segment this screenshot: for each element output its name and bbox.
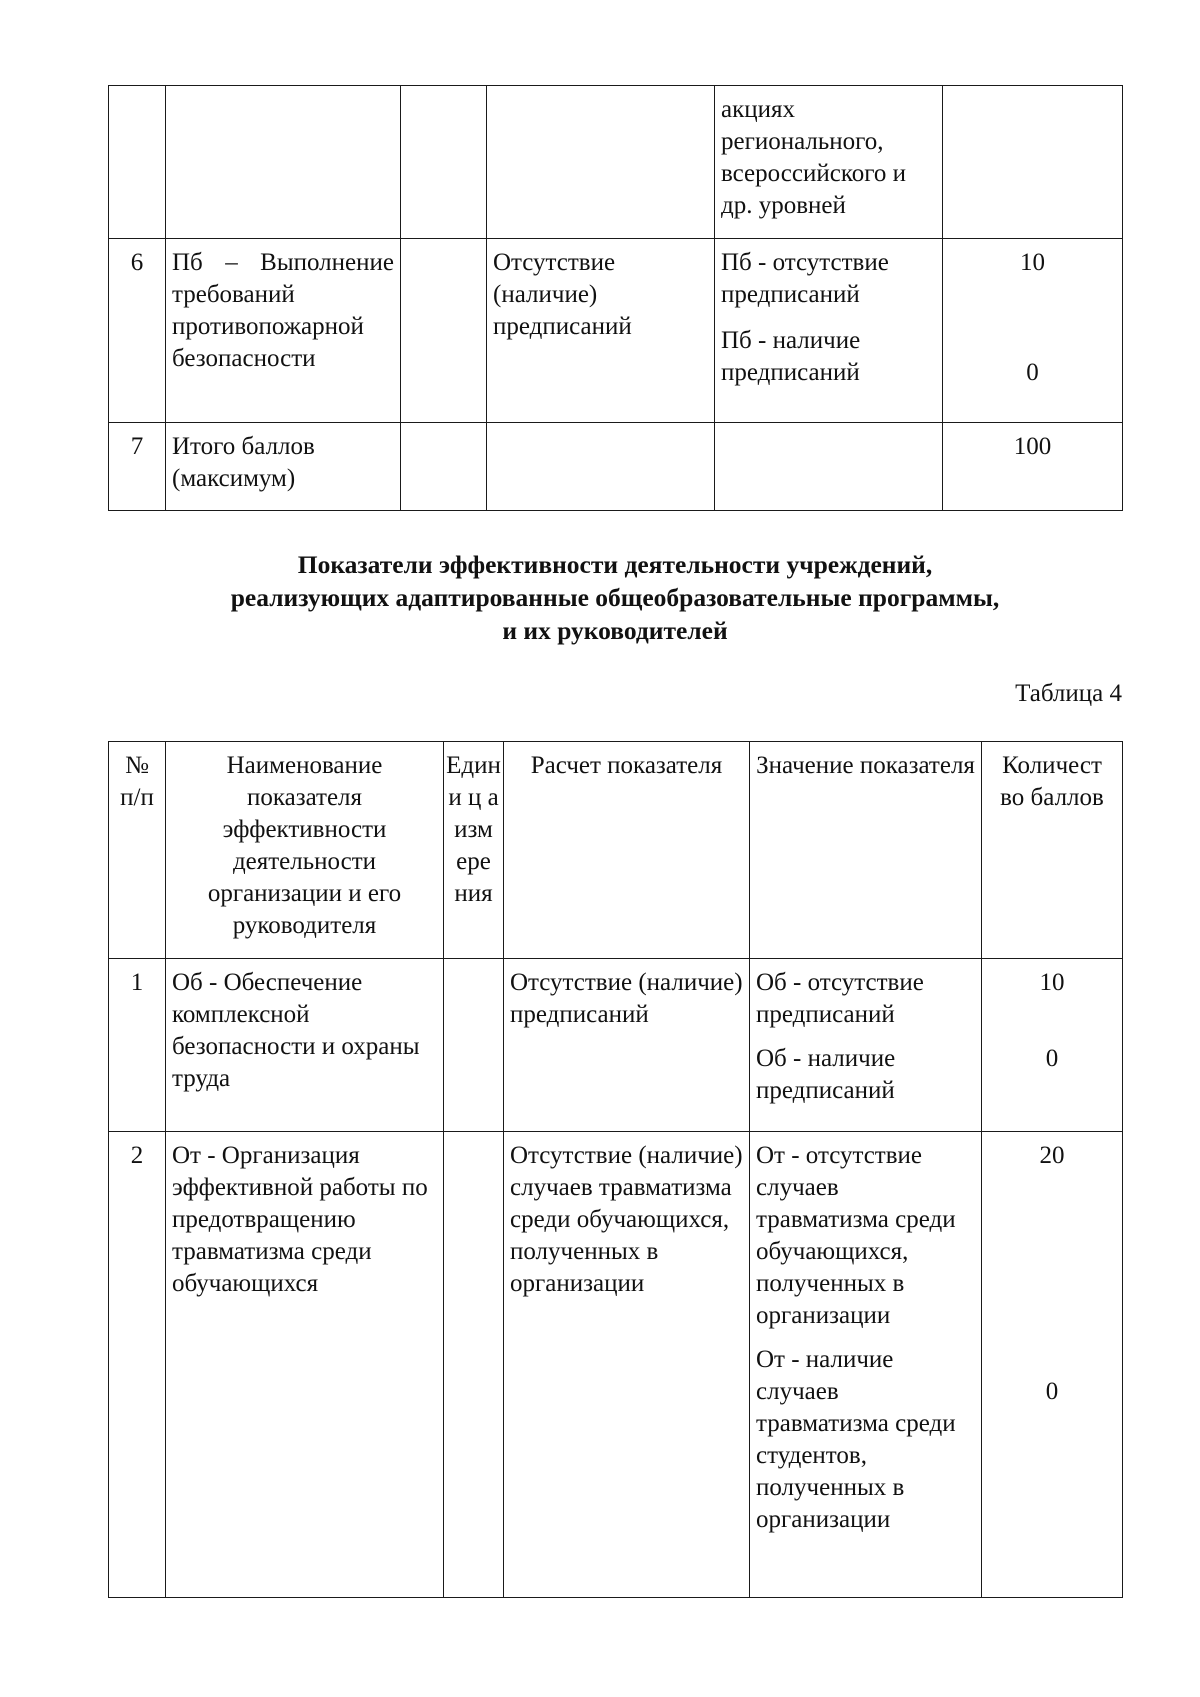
points-option-a: 10 <box>1039 969 1065 996</box>
spacer <box>988 1172 1116 1376</box>
calc-cell: Отсутствие (наличие) предписаний <box>487 239 715 423</box>
header-number: № п/п <box>109 742 166 959</box>
value-cell <box>715 239 943 423</box>
section-title <box>100 548 1130 647</box>
points-option-a: 10 <box>1020 249 1045 276</box>
value-option-a: Об - отсутствие предписаний <box>756 969 924 1028</box>
value-cell <box>750 959 982 1132</box>
value-cell <box>715 423 943 511</box>
indicator-name: Пб – Выполнение требований противопожарной безопасности <box>166 239 401 423</box>
unit-cell <box>401 86 487 239</box>
section-title-line: Показатели эффективности деятельности учреждений, <box>297 550 933 579</box>
indicator-name: Итого баллов (максимум) <box>166 423 401 511</box>
row-number: 1 <box>109 959 166 1132</box>
unit-cell <box>444 959 504 1132</box>
value-option-a: От - отсутствие случаев травматизма среди обучающихся, полученных в организации <box>756 1142 956 1329</box>
section-title-line: и их руководителей <box>502 616 728 645</box>
table-row <box>109 423 1123 511</box>
points-option-b: 0 <box>1045 1378 1059 1405</box>
row-number: 2 <box>109 1132 166 1598</box>
header-calc: Расчет показателя <box>504 742 750 959</box>
points-cell <box>943 86 1123 239</box>
row-number: 6 <box>109 239 166 423</box>
points-cell <box>943 239 1123 423</box>
calc-cell <box>487 423 715 511</box>
spacer <box>756 1332 975 1344</box>
table-row <box>109 959 1123 1132</box>
indicator-name: Об - Обеспечение комплексной безопасности и охраны труда <box>166 959 444 1132</box>
unit-cell <box>401 423 487 511</box>
calc-cell: Отсутствие (наличие) случаев травматизма среди обучающихся, полученных в организации <box>504 1132 750 1598</box>
table-caption: Таблица 4 <box>1015 680 1122 707</box>
calc-cell: Отсутствие (наличие) предписаний <box>504 959 750 1132</box>
value-cell: акциях регионального, всероссийского и др. уровней <box>715 86 943 239</box>
points-cell <box>982 1132 1123 1598</box>
spacer <box>949 279 1116 357</box>
table-row <box>109 86 1123 239</box>
table-header-row <box>109 742 1123 959</box>
value-option-a: Пб - отсутствие предписаний <box>721 249 889 308</box>
table-row <box>109 239 1123 423</box>
header-unit: Едини ц а изм ере ния <box>444 742 504 959</box>
section-title-line: реализующих адаптированные общеобразовательные программы, <box>230 583 1000 612</box>
spacer <box>721 311 936 325</box>
points-cell <box>982 959 1123 1132</box>
points-option-b: 0 <box>1026 359 1039 386</box>
calc-cell <box>487 86 715 239</box>
value-option-b: От - наличие случаев травматизма среди студентов, полученных в организации <box>756 1346 956 1533</box>
indicators-table-4 <box>108 741 1123 1598</box>
unit-cell <box>401 239 487 423</box>
spacer <box>756 1031 975 1043</box>
value-cell <box>750 1132 982 1598</box>
row-number: 7 <box>109 423 166 511</box>
indicators-table-continued <box>108 85 1123 511</box>
points-cell: 100 <box>943 423 1123 511</box>
value-option-b: Пб - наличие предписаний <box>721 327 861 386</box>
header-indicator-name: Наименование показателя эффективности деятельности организации и его руководителя <box>166 742 444 959</box>
value-option-b: Об - наличие предписаний <box>756 1045 896 1104</box>
points-option-a: 20 <box>1039 1142 1065 1169</box>
indicator-name <box>166 86 401 239</box>
header-value: Значение показателя <box>750 742 982 959</box>
table-row <box>109 1132 1123 1598</box>
unit-cell <box>444 1132 504 1598</box>
header-points: Количест во баллов <box>982 742 1123 959</box>
spacer <box>988 999 1116 1043</box>
points-option-b: 0 <box>1045 1045 1059 1072</box>
row-number <box>109 86 166 239</box>
indicator-name: От - Организация эффективной работы по предотвращению травматизма среди обучающихся <box>166 1132 444 1598</box>
